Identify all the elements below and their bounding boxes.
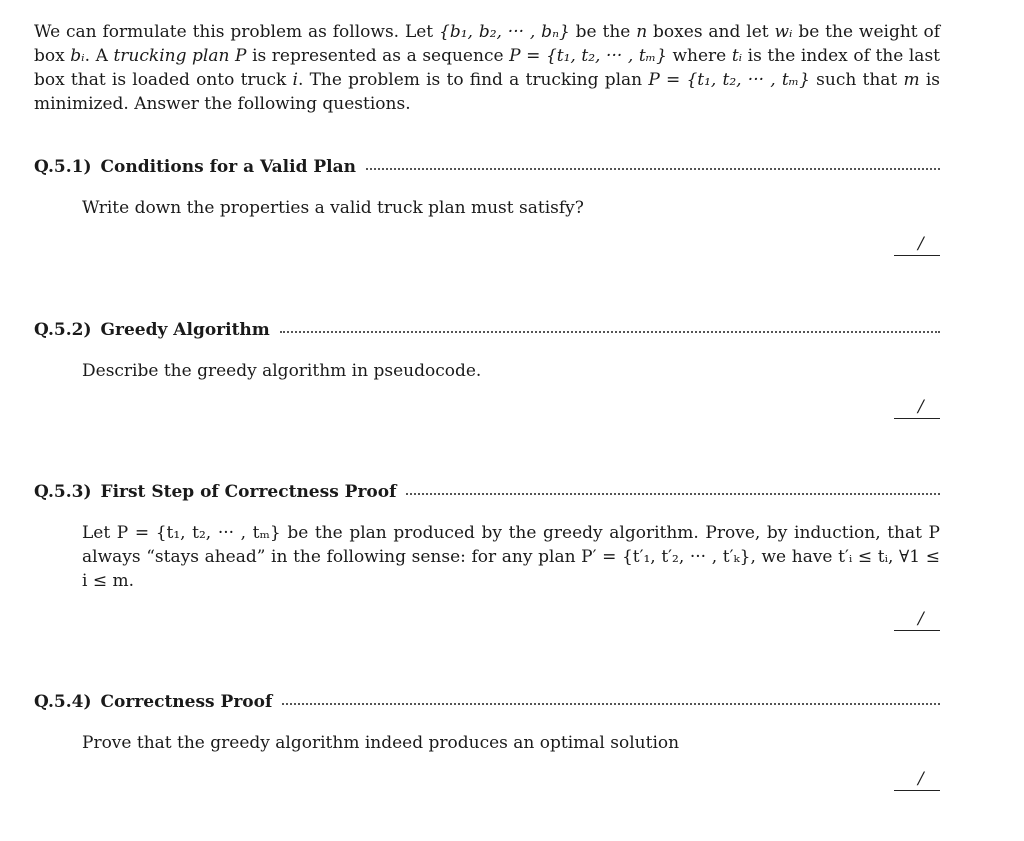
intro-text: boxes and let <box>647 22 775 42</box>
math-n: n <box>636 22 648 42</box>
math-box-set: {b₁, b₂, ··· , bₙ} <box>439 22 570 42</box>
score-blank <box>894 231 940 256</box>
question-number: Q.5.3) <box>34 482 92 502</box>
intro-text: is represented as a sequence <box>246 46 510 66</box>
question-number: Q.5.1) <box>34 157 92 177</box>
score-slash: / <box>918 234 924 254</box>
intro-text: where <box>666 46 732 66</box>
score-slash: / <box>918 397 924 417</box>
intro-text: is minimized. Answer the following questions. <box>34 70 940 114</box>
score-blank <box>894 766 940 791</box>
question-title: First Step of Correctness Proof <box>100 482 397 502</box>
score-blank <box>894 606 940 631</box>
dotted-leader <box>280 317 940 333</box>
score-slash: / <box>918 769 924 789</box>
question-heading <box>34 319 940 343</box>
score-slash: / <box>918 609 924 629</box>
question-section-5-3 <box>34 481 940 629</box>
math-box: bᵢ <box>70 46 85 66</box>
document-page <box>34 20 941 789</box>
intro-text: is the index of the last box that is loaded onto truck <box>34 46 941 90</box>
question-section-5-4 <box>34 691 940 789</box>
question-number: Q.5.4) <box>34 692 92 712</box>
intro-text: We can formulate this problem as follows. Let <box>34 22 440 42</box>
question-body: Describe the greedy algorithm in pseudocode. <box>82 361 482 381</box>
question-title: Greedy Algorithm <box>100 320 270 340</box>
dotted-leader <box>282 689 940 705</box>
question-section-5-2 <box>34 319 940 417</box>
dotted-leader <box>406 479 940 495</box>
intro-text: be the weight of box <box>34 22 941 66</box>
question-title: Conditions for a Valid Plan <box>100 157 357 177</box>
math-sequence: P = {t₁, t₂, ··· , tₘ} <box>509 46 667 66</box>
term-trucking-plan: trucking plan <box>113 46 230 66</box>
intro-text: . A <box>84 46 114 66</box>
dotted-leader <box>366 154 940 170</box>
intro-paragraph <box>34 20 940 116</box>
intro-text: be the <box>569 22 637 42</box>
math-sequence: P = {t₁, t₂, ··· , tₘ} <box>648 70 810 90</box>
math-p: P <box>229 46 247 66</box>
question-title: Correctness Proof <box>100 692 273 712</box>
question-heading <box>34 481 940 505</box>
math-ti: tᵢ <box>731 46 743 66</box>
question-section-5-1 <box>34 156 940 254</box>
question-body: Let P = {t₁, t₂, ··· , tₘ} be the plan produced by the greedy algorithm. Prove, by induction, that P always “stays ahead” in the following sense: for any plan P′ = {t′₁, t′₂, ··· , t′ₖ}, we have t′ᵢ ≤ tᵢ, ∀1 ≤ i ≤ m. <box>82 523 940 591</box>
question-heading <box>34 156 940 180</box>
intro-text: . The problem is to find a trucking plan <box>297 70 649 90</box>
question-heading <box>34 691 940 715</box>
intro-text: such that <box>809 70 904 90</box>
question-body: Prove that the greedy algorithm indeed produces an optimal solution <box>82 733 680 753</box>
math-m: m <box>903 70 920 90</box>
score-blank <box>894 394 940 419</box>
question-body: Write down the properties a valid truck plan must satisfy? <box>82 198 584 218</box>
math-weight: wᵢ <box>774 22 793 42</box>
math-i: i <box>292 70 298 90</box>
question-number: Q.5.2) <box>34 320 92 340</box>
